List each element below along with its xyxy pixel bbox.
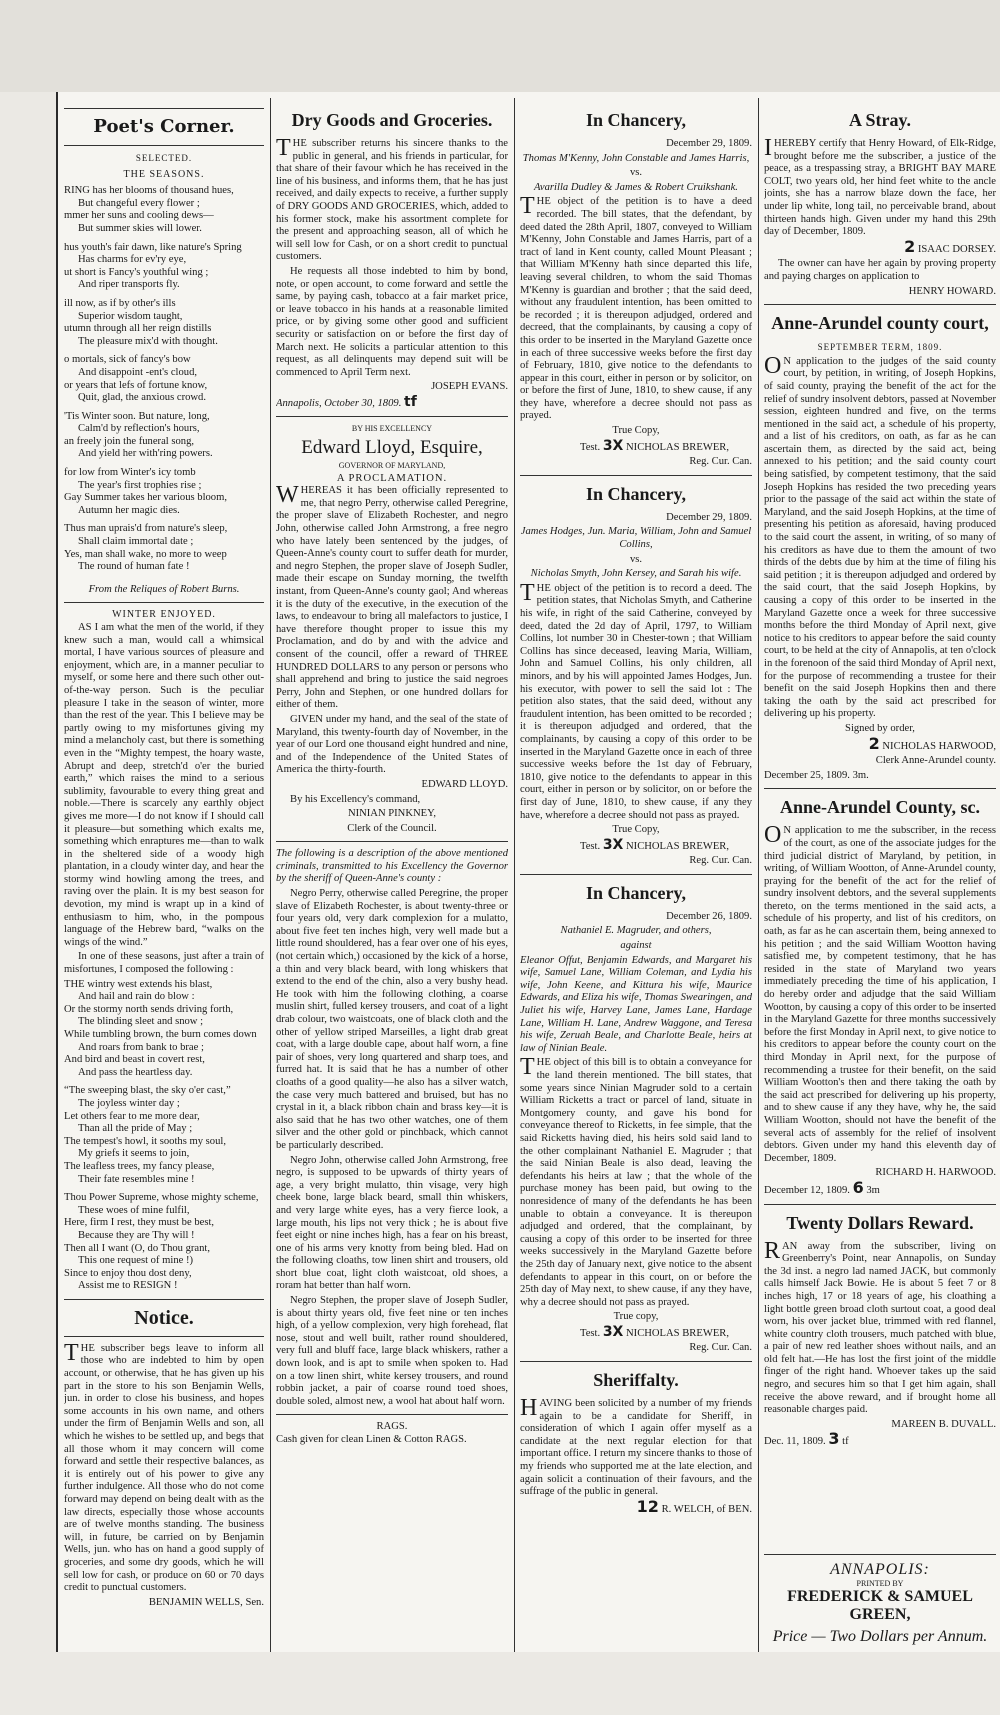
verse-line: Gay Summer takes her various bloom, — [64, 492, 227, 504]
verse-line: Or the stormy north sends driving forth, — [64, 1003, 234, 1015]
verse-line: Assist me to RESIGN ! — [78, 1280, 178, 1292]
verse-line: 'Tis Winter soon. But nature, long, — [64, 410, 210, 422]
verse-line: Quit, glad, the anxious crowd. — [78, 392, 206, 404]
poem-winter — [64, 979, 264, 1293]
chancery3-test: Test. — [580, 1327, 601, 1339]
dry-goods-text2: He requests all those indebted to him by bond, note, or open account, to come forward and settle the same, by paying cash, tobacco at a fair market price, or leave tobacco in his hands at a reasonable limited price, or by giving some other good and sufficient security or satisfaction on or before the first day of March next. He solicits a particular attention to this request, as all delinquents may depend suit will be commenced to April Term next. — [276, 265, 508, 378]
poem-seasons — [64, 185, 264, 574]
verse-line: utumn through all her reign distills — [64, 323, 212, 335]
verse-line: And disappoint -ent's cloud, — [78, 366, 198, 378]
verse-line: The joyless winter day ; — [78, 1097, 180, 1109]
newspaper-page — [56, 92, 1000, 1652]
verse-line: Has charms for ev'ry eye, — [78, 254, 187, 266]
notice-signature: BENJAMIN WELLS, Sen. — [148, 1596, 264, 1608]
verse-line: RING has her blooms of thousand hues, — [64, 185, 234, 197]
verse-line: Than all the pride of May ; — [78, 1123, 193, 1135]
proclamation-given: GIVEN under my hand, and the seal of the state of Maryland, this twenty-fourth day of November, in the year of our Lord one thousand eight hundred and nine, and of the Independence of the United States of America the thirty-fourth. — [276, 713, 508, 776]
poem-title: THE SEASONS. — [123, 168, 205, 180]
verse-line: “The sweeping blast, the sky o'er cast,” — [64, 1085, 231, 1097]
verse-line: Then all I want (O, do Thou grant, — [64, 1242, 211, 1254]
imprint-printed: PRINTED BY — [856, 1579, 904, 1588]
court1-term-mark: 3m. — [852, 769, 869, 781]
description-stephen: Negro Stephen, the proper slave of Joseph Sudler, is about thirty years old, five feet nine or ten inches high, of a yellow complexion, very high forehead, flat nose, stout and well built, rather round shouldered, very full and bluff face, large black whiskers, rather a down look, and is apt to smile when spoken to. Had on a tow linen shirt, white kersey trousers, and round robbin jacket, a pair of coarse round toed shoes, double soled, almost new, a wool hat about half worn. — [276, 1295, 508, 1407]
stray-signature: ISAAC DORSEY. — [917, 243, 996, 255]
notice-title: Notice. — [134, 1306, 194, 1329]
verse-line: The leafless trees, my fancy please, — [64, 1160, 215, 1172]
imprint-city: ANNAPOLIS: — [830, 1561, 930, 1578]
reward-tf: tf — [842, 1436, 849, 1448]
rags-text: Cash given for clean Linen & Cotton RAGS. — [276, 1434, 467, 1445]
winter-text2: In one of these seasons, just after a train of misfortunes, I composed the following : — [64, 951, 264, 976]
verse-line: These woes of mine fulfil, — [78, 1204, 190, 1216]
proclamation-name: Edward Lloyd, Esquire, — [301, 437, 483, 459]
chancery2-title: In Chancery, — [585, 483, 686, 504]
chancery1-parties2: Avarilla Dudley & James & Robert Cruikshank. — [534, 181, 738, 193]
stray-mark: 2 — [904, 236, 916, 256]
chancery1-title: In Chancery, — [585, 110, 686, 130]
verse-line: And hail and rain do blow : — [78, 991, 195, 1003]
description-perry: Negro Perry, otherwise called Peregrine, the proper slave of Elizabeth Rochester, is about twenty-three or four years old, very dark complexion for a mulatto, about five feet ten inches high, very well made but a little round shouldered, has a fear over one of his eyes, (not certain which,) occasioned by the kick of a horse, a thin and very black beard, with long whiskers that extend to the end of the chin, also a very bushy head. He took with him the following clothing, a coarse muslin shirt, fulled kersey trousers, and coat of a light drab colour, two waistcoats, one of black cloth and the other of yellow striped Marseilles, a light drab great coat, with a large double cape, about half worn, a fine pair of shoes, very long quartered and sharp toes, and furred hat. It is said that he has a number of other cloaths of a good quality—he also has a silver watch, the case very much battered and bruised, but has no crystal in it, a black ribbon chain and brass key—it is also said that he has two other watches, one of them silver and the other gold or pinchback, which cannot be particularly described. — [276, 888, 508, 1151]
proclamation-gov: GOVERNOR OF MARYLAND, — [338, 461, 446, 471]
court2-text: ON application to me the subscriber, in the recess of the court, as one of the associate judges for the third judicial district of Maryland, by petition, in writing, of William Wootton, of Anne-Arundel county, praying for the benefit of the act for the relief of sundry insolvent debtors, and the several supplements thereto, on the terms mentioned in the said acts, a schedule of his property, and list of his creditors, on oath, as far as he can ascertain them, being annexed to his petition ; and the said William Wootton having satisfied me, by competent testimony, that he has resided in the state of Maryland two years immediately preceding the time of his application, I do hereby order and adjudge that the said William Wootton, by causing a copy of this order to be inserted in the Maryland Gazette for three months successively before the first Monday in April next, to give notice to his creditors to appear before the county court on the third Monday in April next, for the purpose of recommending a trustee for their benefit, on the said William Wootton's then and there taking the oath by the said act prescribed for delivering up his property, and to shew cause if any they have, why he, the said William Wootton, should not have the benefit of the several acts of assembly for the relief of insolvent debtors. Given under my hand this eleventh day of December, 1809. — [764, 822, 996, 1164]
verse-line: And bird and beast in covert rest, — [64, 1054, 205, 1066]
chancery1-mark: 3X — [602, 437, 624, 454]
dry-goods-date: Annapolis, October 30, 1809. — [276, 397, 402, 409]
description-heading: The following is a description of the above mentioned criminals, transmitted to his Excellency the Governor by the sheriff of Queen-Anne's county : — [276, 848, 508, 885]
winter-title: WINTER ENJOYED. — [112, 609, 216, 621]
proclamation-by: BY HIS EXCELLENCY — [351, 424, 433, 434]
verse-line: or years that lefs of fortune know, — [64, 379, 208, 391]
proclamation-signature: EDWARD LLOYD. — [421, 778, 508, 790]
chancery2-mark: 3X — [602, 836, 624, 853]
scan-margin — [0, 0, 1000, 92]
chancery1-test: Test. — [580, 441, 601, 453]
column-poets-corner — [64, 102, 264, 1652]
reward-date: Dec. 11, 1809. — [764, 1436, 826, 1448]
verse-line: THE wintry west extends his blast, — [64, 978, 213, 990]
verse-line: an freely join the funeral song, — [64, 435, 195, 447]
chancery1-text: THE object of the petition is to have a deed recorded. The bill states, that the defendant, by deed dated the 28th April, 1807, conveyed to William M'Kenny, John Constable and James Harris, part of a tract of land in Kent county, called Mount Pleasant ; that William M'Kenny hath since departed this life, leaving several children, to whom the said Thomas M'Kenny is guardian and brother ; that the said deed, without any fraudulent intention, has been omitted to be recorded ; it is thereupon adjudged, ordered and decreed, that the complainants, by causing a copy of this order to be inserted in the Maryland Gazette once in each of three successive weeks before the first day of February, 1810, give notice to the defendants to appear in this court, either in person or by solicitor, on or before the first of June, 1810, to shew cause, if any they have, wherefore a decree should not pass as prayed. — [520, 193, 752, 422]
chancery2-test: Test. — [580, 840, 601, 852]
verse-line: Their fate resembles mine ! — [78, 1173, 195, 1185]
reward-title: Twenty Dollars Reward. — [786, 1212, 974, 1233]
winter-text: AS I am what the men of the world, if they knew such a man, would call a whimsical mortal, I have various sources of pleasure and enjoyment, which are, in a manner peculiar to myself, or some here and there such other out-of-the-way person. Such is the peculiar pleasure I take in the season of winter, more than the rest of the year. This I believe may be partly owing to my misfortunes giving my mind a melancholy cast, but there is something even in the “Mighty tempest, the hoary waste, Abrupt and deep, stretch'd o'er the buried earth,” which raises the mind to a serious sublimity, favourable to every thing great and noble.—There is scarcely any earthly object gives me more—I do not know if I should call it pleasure—but something which exalts me, something which enraptures me—than to walk in the sheltered side of a woody high plantation, in a cloudy winter day, and hear the stormy wind howling among the trees, and raving over the plain. It is my best season for devotion, my mind is wrapt up in a kind of enthusiasm to him, who, in the pompous language of the Hebrew bard, “walks on the wings of the wind.” — [64, 622, 264, 948]
chancery1-copy: True Copy, — [612, 425, 660, 437]
verse-line: And pass the heartless day. — [78, 1066, 193, 1078]
chancery1-signature: NICHOLAS BREWER, — [626, 441, 730, 453]
imprint — [764, 1548, 996, 1646]
proclamation-clerk-title: Clerk of the Council. — [347, 822, 437, 834]
chancery1-reg: Reg. Cur. Can. — [689, 456, 752, 468]
verse-line: The year's first trophies rise ; — [78, 479, 202, 491]
chancery3-against: against — [620, 940, 652, 952]
chancery2-date: December 29, 1809. — [666, 511, 752, 523]
chancery3-title: In Chancery, — [585, 882, 686, 903]
verse-line: Yes, man shall wake, no more to weep — [64, 548, 227, 560]
verse-line: Thus man uprais'd from nature's sleep, — [64, 523, 228, 535]
chancery3-copy: True copy, — [613, 1311, 659, 1323]
court1-mark: 2 — [868, 733, 880, 753]
chancery3-parties2: Eleanor Offut, Benjamin Edwards, and Margaret his wife, Samuel Lane, William Coleman, and Lydia his wife, John Keene, and Kittura his wife, Maurice Edwards, and Eliza his wife, Thomas Swearingen, and Juliet his wife, Harvey Lane, James Lane, Hardage Lane, William H. Lane, Andrew Waggone, and Teresa his wife, Zeruah Beale, and Charlotte Beale, heirs at law of Ninian Beale. — [520, 954, 752, 1054]
chancery2-copy: True Copy, — [612, 824, 660, 836]
verse-line: Here, firm I rest, they must be best, — [64, 1217, 215, 1229]
chancery3-text: THE object of this bill is to obtain a conveyance for the land therein mentioned. The bill states, that some years since Ninian Magruder sold to a certain William Ricketts a tract or parcel of land, situate in Montgomery county, and gave his bond for conveyance thereof to Ricketts, in fee simple, that the said Ricketts having died, his heirs sold said land to the other complainant Nathaniel E. Magruder ; that the said Ninian Beale is also dead, leaving the defendants his heirs at law ; that the whole of the purchase money has been paid, but owing to the nonresidence of many of the defendants he has been unable to obtain a conveyance. It is thereupon adjudged and ordered, that the complainant, by causing a copy of this order to be inserted for three weeks successively in the Maryland Gazette before the 25th day of January next, give notice to the absent defendants to appear in this court, on or before the 25th day of May next, to shew cause, if any they have, why a decree should not pass as prayed. — [520, 1054, 752, 1308]
chancery1-date: December 29, 1809. — [666, 138, 752, 149]
selected-label: SELECTED. — [135, 153, 193, 163]
column-rule — [270, 98, 271, 1652]
chancery2-parties2: Nicholas Smyth, John Kersey, and Sarah his wife. — [530, 568, 742, 580]
verse-line: hus youth's fair dawn, like nature's Spring — [64, 241, 242, 253]
court1-text: ON application to the judges of the said county court, by petition, in writing, of Joseph Hopkins, of said county, praying the benefit of the act for the relief of sundry insolvent debtors, passed at November session, eighteen hundred and five, on the terms mentioned in the said act, a schedule of his property, and a list of his creditors, on oath, as far as he can ascertain them, as directed by the said act, being annexed to his petition; and the said county court being satisfied, by competent testimony, that the said Joseph Hopkins has resided the two preceding years prior to the passage of the said act within the state of Maryland, and the said Joseph Hopkins, at the time of presenting his petition as aforesaid, having produced to the said court the assent, in writing, of so many of his creditors as have due to them the amount of two thirds of the debts due by him at the time of filing his said petition ; it is thereupon adjudged and ordered by the said court, that the said Joseph Hopkins, by causing a copy of this order to be inserted in the Maryland Gazette once a week for three successive months before the third Monday of April next, give notice to his creditors to appear before the said county court, to be held at the city of Annapolis, at ten o'clock in the forenoon of the said third Monday of April next, for the purpose of recommending a trustee for their benefit on the said Joseph Hopkins then and there taking the oath by the said act prescribed for delivering up his property. — [764, 352, 996, 720]
verse-line: Because they are Thy will ! — [78, 1229, 195, 1241]
verse-line: Shall claim immortal date ; — [78, 536, 194, 548]
verse-line: The blinding sleet and snow ; — [78, 1016, 204, 1028]
verse-line: My griefs it seems to join, — [78, 1148, 190, 1160]
verse-line: for low from Winter's icy tomb — [64, 467, 196, 479]
verse-line: This one request of mine !) — [78, 1255, 194, 1267]
court1-term: SEPTEMBER TERM, 1809. — [817, 342, 943, 353]
chancery2-text: THE object of the petition is to record a deed. The petition states, that Nicholas Smyth, and Catherine his wife, in right of the said Catherine, conveyed by deed, dated the 2d day of April, 1797, to William Collins, lot number 30 in Chester-town ; that William Collins has since deceased, leaving Maria, William, John and Samuel Collins, his only children, all minors, and by his will appointed James Hodges, Jun. his executor, with power to sell the said lot : The petition also states, that the said deed, without any fraudulent intention, has been omitted to be recorded ; it is thereupon adjudged and ordered, that the complainants, by causing a copy of this order to be inserted in the Maryland Gazette once in each of three successive weeks before the 1st day of February, 1810, give notice to the defendants to appear in this court, either in person or by solicitor, on or before the first day of June, 1810, to shew cause, if any they have, wherefore a decree should not pass as prayed. — [520, 579, 752, 821]
dry-goods-mark: tf — [404, 393, 417, 410]
chancery2-vs: vs. — [629, 553, 643, 565]
notice-text: THE subscriber begs leave to inform all those who are indebted to him by open account, or otherwise, that he has given up his part in the store to his son Benjamin Wells, jun. in order to close his business, and hopes some accounts in his own name, and others under the firm of Benjamin Wells and son, all which he wishes to be settled up, and begs that all those whom it may concern will come forward and settle their respective balances, as it is entirely out of his power to give any further indulgence. All those who do not come forward may depend on being dealt with as the law directs, especially those whose accounts are of twelve months standing. The business will, in future, be carried on by Benjamin Wells, jun. who has on hand a good supply of groceries, and some dry goods, which he will sell low for cash, or produce on 60 or 70 days credit to punctual customers. — [64, 1339, 264, 1594]
verse-line: Calm'd by reflection's hours, — [78, 423, 200, 435]
proclamation-text: WHEREAS it has been officially represented to me, that negro Perry, otherwise called Peregrine, the proper slave of Elizabeth Rochester, and negro John, otherwise called John Armstrong, a free negro who have lately been sentenced by the judges, of Queen-Anne's county court to suffer death for murder, and negro Stephen, the proper slave of Joseph Sudler, made their escape on Sunday morning, the twelfth instant, from Queen-Anne's county gaol; And whereas it is the duty of the executive, in the execution of the laws, to endeavour to bring all malefactors to justice, I have therefore thought proper to issue this my Proclamation, and do by and with the advice and consent of the council, offer a reward of THREE HUNDRED DOLLARS to any person or persons who shall apprehend and bring to justice the said negroes Perry, John and Stephen, or one hundred dollars for either of them. — [276, 482, 508, 711]
court1-date: December 25, 1809. — [764, 769, 850, 781]
dry-goods-signature: JOSEPH EVANS. — [431, 381, 508, 393]
verse-line: The tempest's howl, it sooths my soul, — [64, 1135, 226, 1147]
chancery3-parties: Nathaniel E. Magruder, and others, — [560, 925, 712, 937]
description-john: Negro John, otherwise called John Armstrong, free negro, is supposed to be upwards of thirty years of age, a very bright mulatto, thin visage, very high cheek bone, large black beard, small thin whiskers, and very large white eyes, has a very fierce look, a large mouth, his lips not very thick ; he is about five feet eight or nine inches high, has a fear on his breast, one of his arms very knotty from being bled. Had on the following cloaths, tow linen shirt and trousers, old short blue coat, light cloth waistcoat, old shoes, a roram hat better than half worn. — [276, 1154, 508, 1292]
chancery3-date: December 26, 1809. — [666, 910, 752, 922]
proclamation-cmd: By his Excellency's command, — [290, 793, 421, 805]
chancery3-mark: 3X — [602, 1323, 624, 1340]
verse-line: While tumbling brown, the burn comes down — [64, 1029, 257, 1040]
stray-text2: The owner can have her again by proving property and paying charges on application to — [764, 258, 996, 282]
chancery2-signature: NICHOLAS BREWER, — [626, 840, 730, 852]
court1-title: Anne-Arundel county court, — [771, 313, 989, 334]
verse-line: And riper transports fly. — [78, 279, 180, 291]
poets-corner-header: Poet's Corner. — [93, 116, 235, 137]
chancery1-vs: vs. — [629, 167, 643, 179]
column-rule — [514, 98, 515, 1652]
court1-clerk: Clerk Anne-Arundel county. — [875, 755, 996, 767]
sheriffalty-signature: R. WELCH, of BEN. — [661, 1503, 752, 1515]
chancery1-parties: Thomas M'Kenny, John Constable and James Harris, — [522, 152, 750, 164]
court1-signature: NICHOLAS HARWOOD, — [882, 740, 996, 752]
sheriffalty-text: HAVING been solicited by a number of my friends again to be a candidate for Sheriff, in consideration of which I again offer myself as a candidate at the next regular election for that important office. I return my sincere thanks to those of my friends who supported me at the late election, and again solicit a continuation of their favours, and the suffrage of the public in general. — [520, 1395, 752, 1498]
court2-signature: RICHARD H. HARWOOD. — [875, 1167, 996, 1179]
sheriffalty-title: Sheriffalty. — [593, 1370, 679, 1391]
dry-goods-text: THE subscriber returns his sincere thanks to the public in general, and his friends in particular, for that share of their favour which he has received in the line of his business, and informs them, that he has just received, and daily expects to receive, a further supply of DRY GOODS AND GROCERIES, which, added to his former stock, make his assortment complete for the present and approaching season, all of which he will sell low for Cash, or on a short credit to punctual customers. — [276, 135, 508, 263]
verse-line: And roars from bank to brae ; — [78, 1041, 204, 1053]
verse-line: But summer skies will lower. — [78, 222, 202, 234]
reward-signature: MAREEN B. DUVALL. — [891, 1418, 996, 1430]
rags-title: RAGS. — [376, 1421, 408, 1433]
verse-line: mmer her suns and cooling dews— — [64, 210, 214, 222]
column-rule — [758, 98, 759, 1652]
court1-signed: Signed by order, — [845, 722, 915, 734]
verse-line: Thou Power Supreme, whose mighty scheme, — [64, 1192, 259, 1204]
sheriffalty-mark: 12 — [636, 1496, 659, 1516]
verse-line: Let others fear to me more dear, — [64, 1110, 200, 1122]
verse-line: ut short is Fancy's youthful wing ; — [64, 266, 209, 278]
verse-line: Autumn her magic dies. — [78, 504, 180, 516]
proclamation-clerk: NINIAN PINKNEY, — [347, 808, 437, 820]
dry-goods-title: Dry Goods and Groceries. — [291, 110, 493, 130]
column-dry-goods — [276, 102, 508, 1652]
court2-date: December 12, 1809. — [764, 1184, 850, 1196]
verse-line: The pleasure mix'd with thought. — [78, 335, 218, 347]
imprint-price: Price — Two Dollars per Annum. — [772, 1628, 988, 1645]
verse-line: The round of human fate ! — [78, 561, 190, 573]
proclamation-title: A PROCLAMATION. — [336, 472, 448, 484]
court2-mark: 6 — [852, 1177, 864, 1197]
verse-line: Since to enjoy thou dost deny, — [64, 1267, 192, 1279]
stray-text: IHEREBY certify that Henry Howard, of Elk-Ridge, brought before me the subscriber, a justice of the peace, as a trespassing stray, a BRIGHT BAY MARE COLT, two years old, her hind feet white to the ancle joints, she has a narrow blaze down the face, her under lip white, long tail, no perceivable brand, about thirteen hands high. Given under my hand this 29th day of December, 1809. — [764, 135, 996, 238]
verse-line: And yield her with'ring powers. — [78, 448, 213, 460]
poem-source: From the Reliques of Robert Burns. — [88, 583, 240, 595]
chancery2-reg: Reg. Cur. Can. — [689, 855, 752, 867]
column-stray — [764, 102, 996, 1572]
verse-line: o mortals, sick of fancy's bow — [64, 354, 191, 366]
column-chancery — [520, 102, 752, 1652]
stray-title: A Stray. — [848, 110, 911, 130]
chancery3-reg: Reg. Cur. Can. — [689, 1342, 752, 1354]
reward-text: RAN away from the subscriber, living on Greenberry's Point, near Annapolis, on Sunday the 3d inst. a negro lad named JACK, but commonly calls himself Jack Bowie. He is about 5 feet 7 or 8 inches high, 17 or 18 years of age, his cloathing a light bottle green broad cloth surtout coat, a good deal worn, his over jacket blue, trimmed with red flannel, white country cloth trousers, much patched with blue, a pair of new red leather shoes without nails, and an old felt hat.—He has lost the first joint of the middle finger of the right hand. Whoever takes up the said negro, and secures him so that I get him again, shall receive the above reward, and if brought home all reasonable charges paid. — [764, 1237, 996, 1416]
verse-line: Superior wisdom taught, — [78, 310, 183, 322]
court2-term-mark: 3m — [866, 1184, 880, 1196]
chancery2-parties: James Hodges, Jun. Maria, William, John and Samuel Collins, — [520, 526, 752, 551]
verse-line: But changeful every flower ; — [78, 197, 200, 209]
court2-title: Anne-Arundel County, sc. — [779, 797, 981, 818]
verse-line: ill now, as if by other's ills — [64, 297, 176, 309]
imprint-printers: FREDERICK & SAMUEL GREEN, — [787, 1588, 973, 1623]
chancery3-signature: NICHOLAS BREWER, — [626, 1327, 730, 1339]
reward-mark: 3 — [828, 1429, 840, 1449]
stray-signature2: HENRY HOWARD. — [908, 285, 996, 297]
